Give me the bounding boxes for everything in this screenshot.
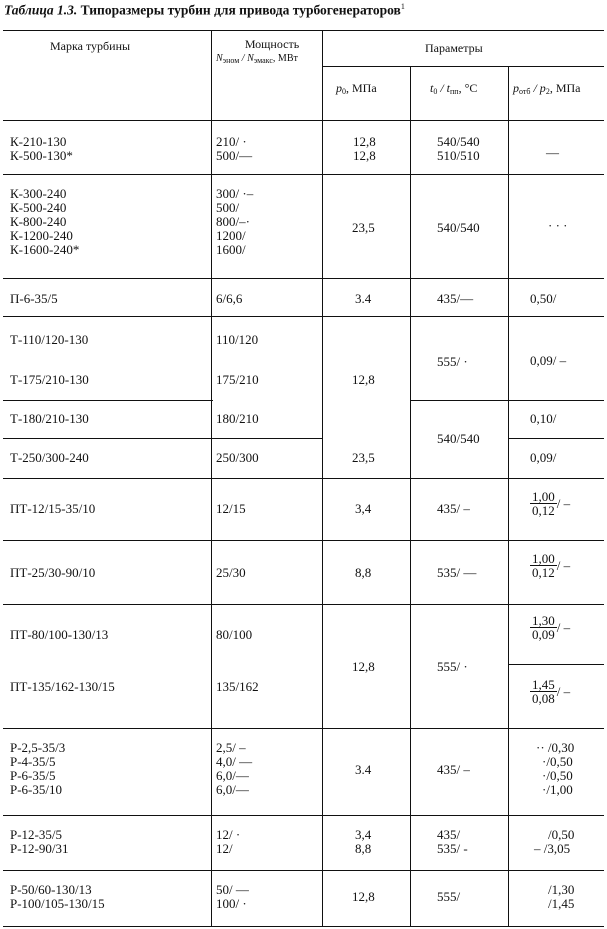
g9-brand-0: Р-12-35/5	[10, 827, 62, 842]
g4-p0-b: 23,5	[352, 450, 375, 465]
g7-p0: 12,8	[352, 659, 375, 674]
g9-brand-1: Р-12-90/31	[10, 841, 69, 856]
g7-potb-a-num: 1,30	[532, 613, 555, 628]
g5-p0: 3,4	[355, 501, 372, 516]
g8-power-2: 6,0/—	[216, 768, 249, 783]
g2-brand-3: К-1200-240	[10, 228, 73, 243]
g7-power-1: 135/162	[216, 679, 259, 694]
g10-potb-1: /1,45	[548, 896, 575, 911]
g1-t-1: 510/510	[437, 148, 480, 163]
rule-g1	[3, 174, 604, 175]
g6-potb: $\frac{1,00}{0,12}$ / –	[532, 551, 571, 580]
g4-brand-2: Т-180/210-130	[10, 411, 89, 426]
g8-brand-1: Р-4-35/5	[10, 754, 56, 769]
g10-t: 555/	[437, 889, 461, 904]
g2-brand-4: К-1600-240*	[10, 242, 80, 257]
g8-brand-2: Р-6-35/5	[10, 768, 56, 783]
g4-t-a: 555/ ·	[437, 354, 468, 369]
g2-brand-0: К-300-240	[10, 186, 67, 201]
g8-potb-3: ·/1,00	[542, 782, 573, 797]
header-potb: $p_{отб} / p_2$, МПа	[513, 81, 581, 96]
g8-potb-2: ·/0,50	[542, 768, 573, 783]
g8-brand-3: Р-6-35/10	[10, 782, 62, 797]
g5-potb-num: 1,00	[532, 489, 555, 504]
header-power-line1: Мощность	[244, 37, 300, 51]
g3-t: 435/—	[437, 291, 474, 306]
g5-t: 435/ –	[437, 501, 470, 516]
header-brand: Марка турбины	[50, 39, 131, 53]
g9-power-1: 12/	[216, 841, 233, 856]
g5-brand: ПТ-12/15-35/10	[10, 501, 96, 516]
g7-potb-a-den: 0,09	[532, 627, 555, 642]
g5-potb: $\frac{1,00}{0,12}$ / –	[532, 489, 571, 518]
g4-power-0: 110/120	[216, 332, 259, 347]
table-title-text: Типоразмеры турбин для привода турбогенераторов	[80, 2, 401, 18]
g9-potb-1: – /3,05	[534, 841, 571, 856]
g2-potb: · · ·	[548, 218, 568, 233]
g9-p0-1: 8,8	[355, 841, 372, 856]
g7-potb-b-num: 1,45	[532, 677, 555, 692]
header-power	[222, 38, 322, 51]
g7-brand-0: ПТ-80/100-130/13	[10, 627, 109, 642]
g2-brand-1: К-500-240	[10, 200, 67, 215]
rule-g4b2	[508, 438, 604, 439]
g3-p0: 3.4	[355, 291, 372, 306]
rule-g4	[3, 478, 604, 479]
g6-potb-den: 0,12	[532, 565, 555, 580]
vrule-power	[322, 30, 323, 926]
rule-g9	[3, 870, 604, 871]
g1-p0-1: 12,8	[353, 148, 376, 163]
table-label: Таблица 1.3.	[4, 2, 78, 18]
g7-potb-a: $\frac{1,30}{0,09}$ / –	[532, 613, 571, 642]
g2-t: 540/540	[437, 220, 480, 235]
g6-t: 535/ —	[437, 565, 477, 580]
g3-potb: 0,50/	[530, 291, 557, 306]
g2-power-2: 800/–·	[216, 214, 250, 229]
g7-power-0: 80/100	[216, 627, 253, 642]
g8-potb-1: ·/0,50	[542, 754, 573, 769]
rule-g4b	[3, 438, 323, 439]
g8-power-3: 6,0/—	[216, 782, 249, 797]
rule-top	[3, 30, 604, 31]
g8-power-0: 2,5/ –	[216, 740, 246, 755]
g9-power-0: 12/ ·	[216, 827, 241, 842]
rule-header-bottom	[3, 120, 604, 121]
g4-brand-0: Т-110/120-130	[10, 332, 89, 347]
g5-potb-den: 0,12	[532, 503, 555, 518]
g1-t-0: 540/540	[437, 134, 480, 149]
g8-potb-0: ·· /0,30	[536, 740, 575, 755]
g4-potb-b: 0,10/	[530, 411, 557, 426]
g4-power-1: 175/210	[216, 372, 259, 387]
g10-potb-0: /1,30	[548, 882, 575, 897]
g4-potb-c: 0,09/	[530, 450, 557, 465]
g8-t: 435/ –	[437, 762, 470, 777]
g10-power-0: 50/ —	[216, 882, 249, 897]
g9-t-1: 535/ -	[437, 841, 468, 856]
g6-power: 25/30	[216, 565, 246, 580]
g5-power: 12/15	[216, 501, 246, 516]
header-power-formula: $N_{эном} / N_{эмакс}$, МВт	[216, 53, 298, 65]
g10-brand-1: Р-100/105-130/15	[10, 896, 105, 911]
header-p0: $p_0$, МПа	[336, 81, 377, 96]
g2-power-0: 300/ ·–	[216, 186, 254, 201]
g4-brand-3: Т-250/300-240	[10, 450, 89, 465]
rule-g7	[3, 728, 604, 729]
g4-power-2: 180/210	[216, 411, 259, 426]
g6-brand: ПТ-25/30-90/10	[10, 565, 96, 580]
g7-potb-b: $\frac{1,45}{0,08}$ / –	[532, 677, 571, 706]
rule-g6	[3, 604, 604, 605]
rule-g4a2	[410, 400, 604, 401]
g1-potb: —	[546, 145, 559, 160]
rule-bottom	[3, 926, 604, 927]
g1-p0-0: 12,8	[353, 134, 376, 149]
g4-brand-1: Т-175/210-130	[10, 372, 89, 387]
g4-power-3: 250/300	[216, 450, 259, 465]
vrule-t	[508, 66, 509, 926]
g9-t-0: 435/	[437, 827, 461, 842]
g10-p0: 12,8	[352, 889, 375, 904]
g4-potb-a: 0,09/ –	[530, 353, 567, 368]
g2-brand-2: К-800-240	[10, 214, 67, 229]
g6-p0: 8,8	[355, 565, 372, 580]
g9-potb-0: /0,50	[548, 827, 575, 842]
g4-t-b: 540/540	[437, 431, 480, 446]
g9-p0-0: 3,4	[355, 827, 372, 842]
rule-g4a	[3, 400, 213, 401]
g10-brand-0: Р-50/60-130/13	[10, 882, 92, 897]
rule-g5	[3, 540, 604, 541]
header-params: Параметры	[425, 41, 483, 55]
footnote-mark: 1	[400, 2, 405, 11]
g8-brand-0: Р-2,5-35/3	[10, 740, 66, 755]
rule-g2	[3, 278, 604, 279]
g1-power-0: 210/ ·	[216, 134, 247, 149]
table-title	[4, 2, 604, 19]
g7-potb-b-den: 0,08	[532, 691, 555, 706]
g2-power-1: 500/	[216, 200, 240, 215]
rule-g7mid	[508, 664, 604, 665]
g8-power-1: 4,0/ —	[216, 754, 253, 769]
g2-power-3: 1200/	[216, 228, 246, 243]
g3-brand: П-6-35/5	[10, 291, 58, 306]
g6-potb-num: 1,00	[532, 551, 555, 566]
rule-params-under	[322, 66, 604, 67]
rule-g3	[3, 316, 604, 317]
g1-power-1: 500/—	[216, 148, 253, 163]
g1-brand-1: К-500-130*	[10, 148, 73, 163]
g10-power-1: 100/ ·	[216, 896, 247, 911]
g2-p0: 23,5	[352, 220, 375, 235]
vrule-p0	[410, 66, 411, 926]
g3-power: 6/6,6	[216, 291, 243, 306]
g7-t: 555/ ·	[437, 659, 468, 674]
header-t: $t_0 / t_{пп}$, °С	[430, 81, 478, 96]
vrule-brand	[211, 30, 212, 926]
g1-brand-0: К-210-130	[10, 134, 67, 149]
g4-p0-a: 12,8	[352, 372, 375, 387]
rule-g8	[3, 815, 604, 816]
g2-power-4: 1600/	[216, 242, 246, 257]
g8-p0: 3.4	[355, 762, 372, 777]
g7-brand-1: ПТ-135/162-130/15	[10, 679, 115, 694]
